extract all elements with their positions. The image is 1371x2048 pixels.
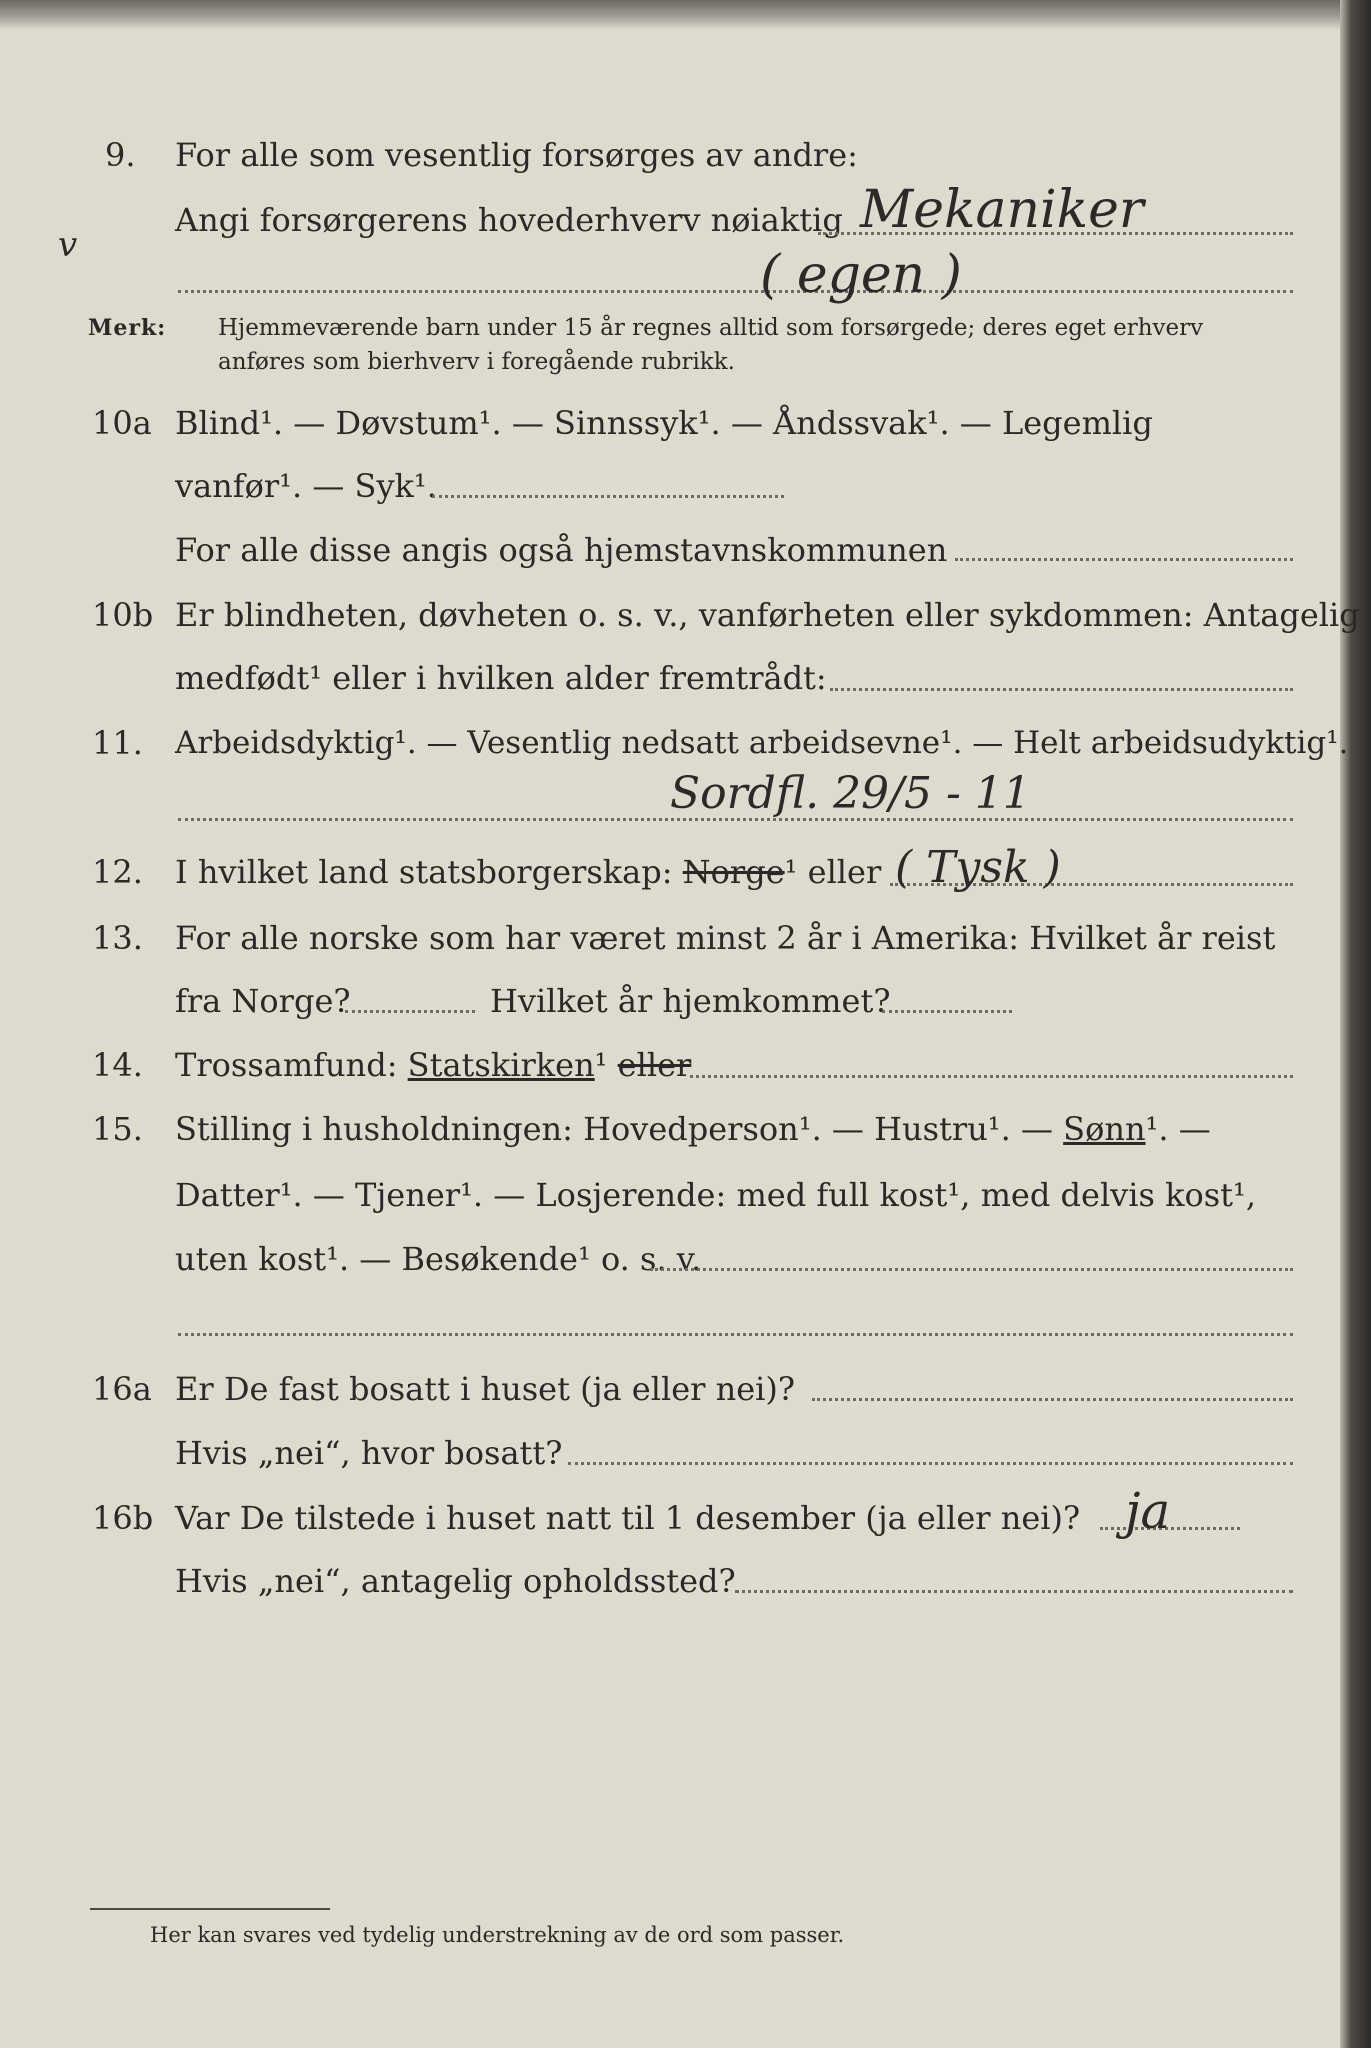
q11-number: 11. [92,724,143,762]
q14-struck-eller: eller [617,1046,692,1084]
q13-number: 13. [92,919,143,957]
q16b-location-line [735,1590,1293,1593]
q14-number: 14. [92,1046,143,1084]
q14-sup: ¹ [594,1046,608,1084]
q9-number: 9. [105,136,136,174]
q10a-line2: vanfør¹. — Syk¹. [175,467,437,505]
merk-line2: anføres som bierhverv i foregående rubrikk. [218,349,735,375]
q15-sonn: Sønn [1063,1110,1146,1148]
q13-departure-line [345,1010,475,1013]
q9-line2: Angi forsørgerens hovederhverv nøiaktig [175,201,843,239]
q15-line1c: ¹. — [1145,1110,1211,1148]
q9-line1: For alle som vesentlig forsørges av andre: [175,136,858,174]
q11-answer-line [178,818,1293,821]
q11-line1: Arbeidsdyktig¹. — Vesentlig nedsatt arbeidsevne¹. — Helt arbeidsudyktig¹. [175,725,1349,761]
q10a-answer-line [432,495,784,498]
scan-top-edge [0,0,1371,30]
q15-line1a: Stilling i husholdningen: Hovedperson¹. — Hustru¹. — [175,1110,1053,1148]
q16b-number: 16b [92,1499,154,1537]
q9-answer-note: ( egen ) [760,245,962,305]
q10a-line3: For alle disse angis også hjemstavnskommunen [175,531,948,569]
q15-line3: uten kost¹. — Besøkende¹ o. s. v. [175,1240,702,1278]
q12-line [175,852,881,892]
q15-line1 [175,1109,1211,1149]
q12-struck-norge: Norge [682,853,785,891]
q10a-line1: Blind¹. — Døvstum¹. — Sinnssyk¹. — Åndssvak¹. — Legemlig [175,404,1153,442]
q11-answer: Sordfl. 29/5 - 11 [670,768,1031,819]
q10b-line1: Er blindheten, døvheten o. s. v., vanførheten eller sykdommen: Antagelig [175,596,1360,634]
q16a-address-line [568,1462,1293,1465]
q15-answer-line [650,1268,1293,1271]
footnote-rule [90,1908,330,1910]
q13-return-line [882,1010,1012,1013]
q16a-line2: Hvis „nei“, hvor bosatt? [175,1434,563,1472]
q9-answer-occupation: Mekaniker [860,180,1144,240]
q14-statskirken: Statskirken [407,1046,595,1084]
q16b-line2: Hvis „nei“, antagelig opholdssted? [175,1562,736,1600]
q16a-line1: Er De fast bosatt i huset (ja eller nei)? [175,1370,796,1408]
q12-prefix: I hvilket land statsborgerskap: [175,853,673,891]
scan-right-edge [1340,0,1371,2048]
q14-line [175,1045,691,1085]
q9-answer-line-2 [178,290,1293,293]
q10b-number: 10b [92,596,154,634]
q10b-answer-line [830,688,1293,691]
q15-answer-line-2 [178,1333,1293,1336]
q14-prefix: Trossamfund: [175,1046,398,1084]
q15-line2: Datter¹. — Tjener¹. — Losjerende: med full kost¹, med delvis kost¹, [175,1176,1257,1214]
q14-answer-line [690,1075,1293,1078]
q15-number: 15. [92,1110,143,1148]
q16a-number: 16a [92,1370,152,1408]
q12-number: 12. [92,853,143,891]
q16b-line1: Var De tilstede i huset natt til 1 desember (ja eller nei)? [175,1499,1081,1537]
q10a-number: 10a [92,404,152,442]
q12-suffix: ¹ eller [784,853,882,891]
q13-line1: For alle norske som har været minst 2 år i Amerika: Hvilket år reist [175,919,1276,957]
footnote: Her kan svares ved tydelig understrekning av de ord som passer. [150,1923,845,1947]
q9-margin-mark: v [58,225,78,265]
q13-line2b: Hvilket år hjemkommet? [490,982,891,1020]
q10b-line2: medfødt¹ eller i hvilken alder fremtrådt: [175,659,827,697]
q16a-answer-line [812,1398,1293,1401]
q10a-hometown-line [955,558,1293,561]
merk-label: Merk: [88,315,167,341]
q12-answer: ( Tysk ) [895,842,1061,893]
merk-line1: Hjemmeværende barn under 15 år regnes alltid som forsørgede; deres eget erhverv [218,315,1204,341]
q13-line2a: fra Norge? [175,982,351,1020]
q16b-answer: ja [1125,1482,1171,1540]
